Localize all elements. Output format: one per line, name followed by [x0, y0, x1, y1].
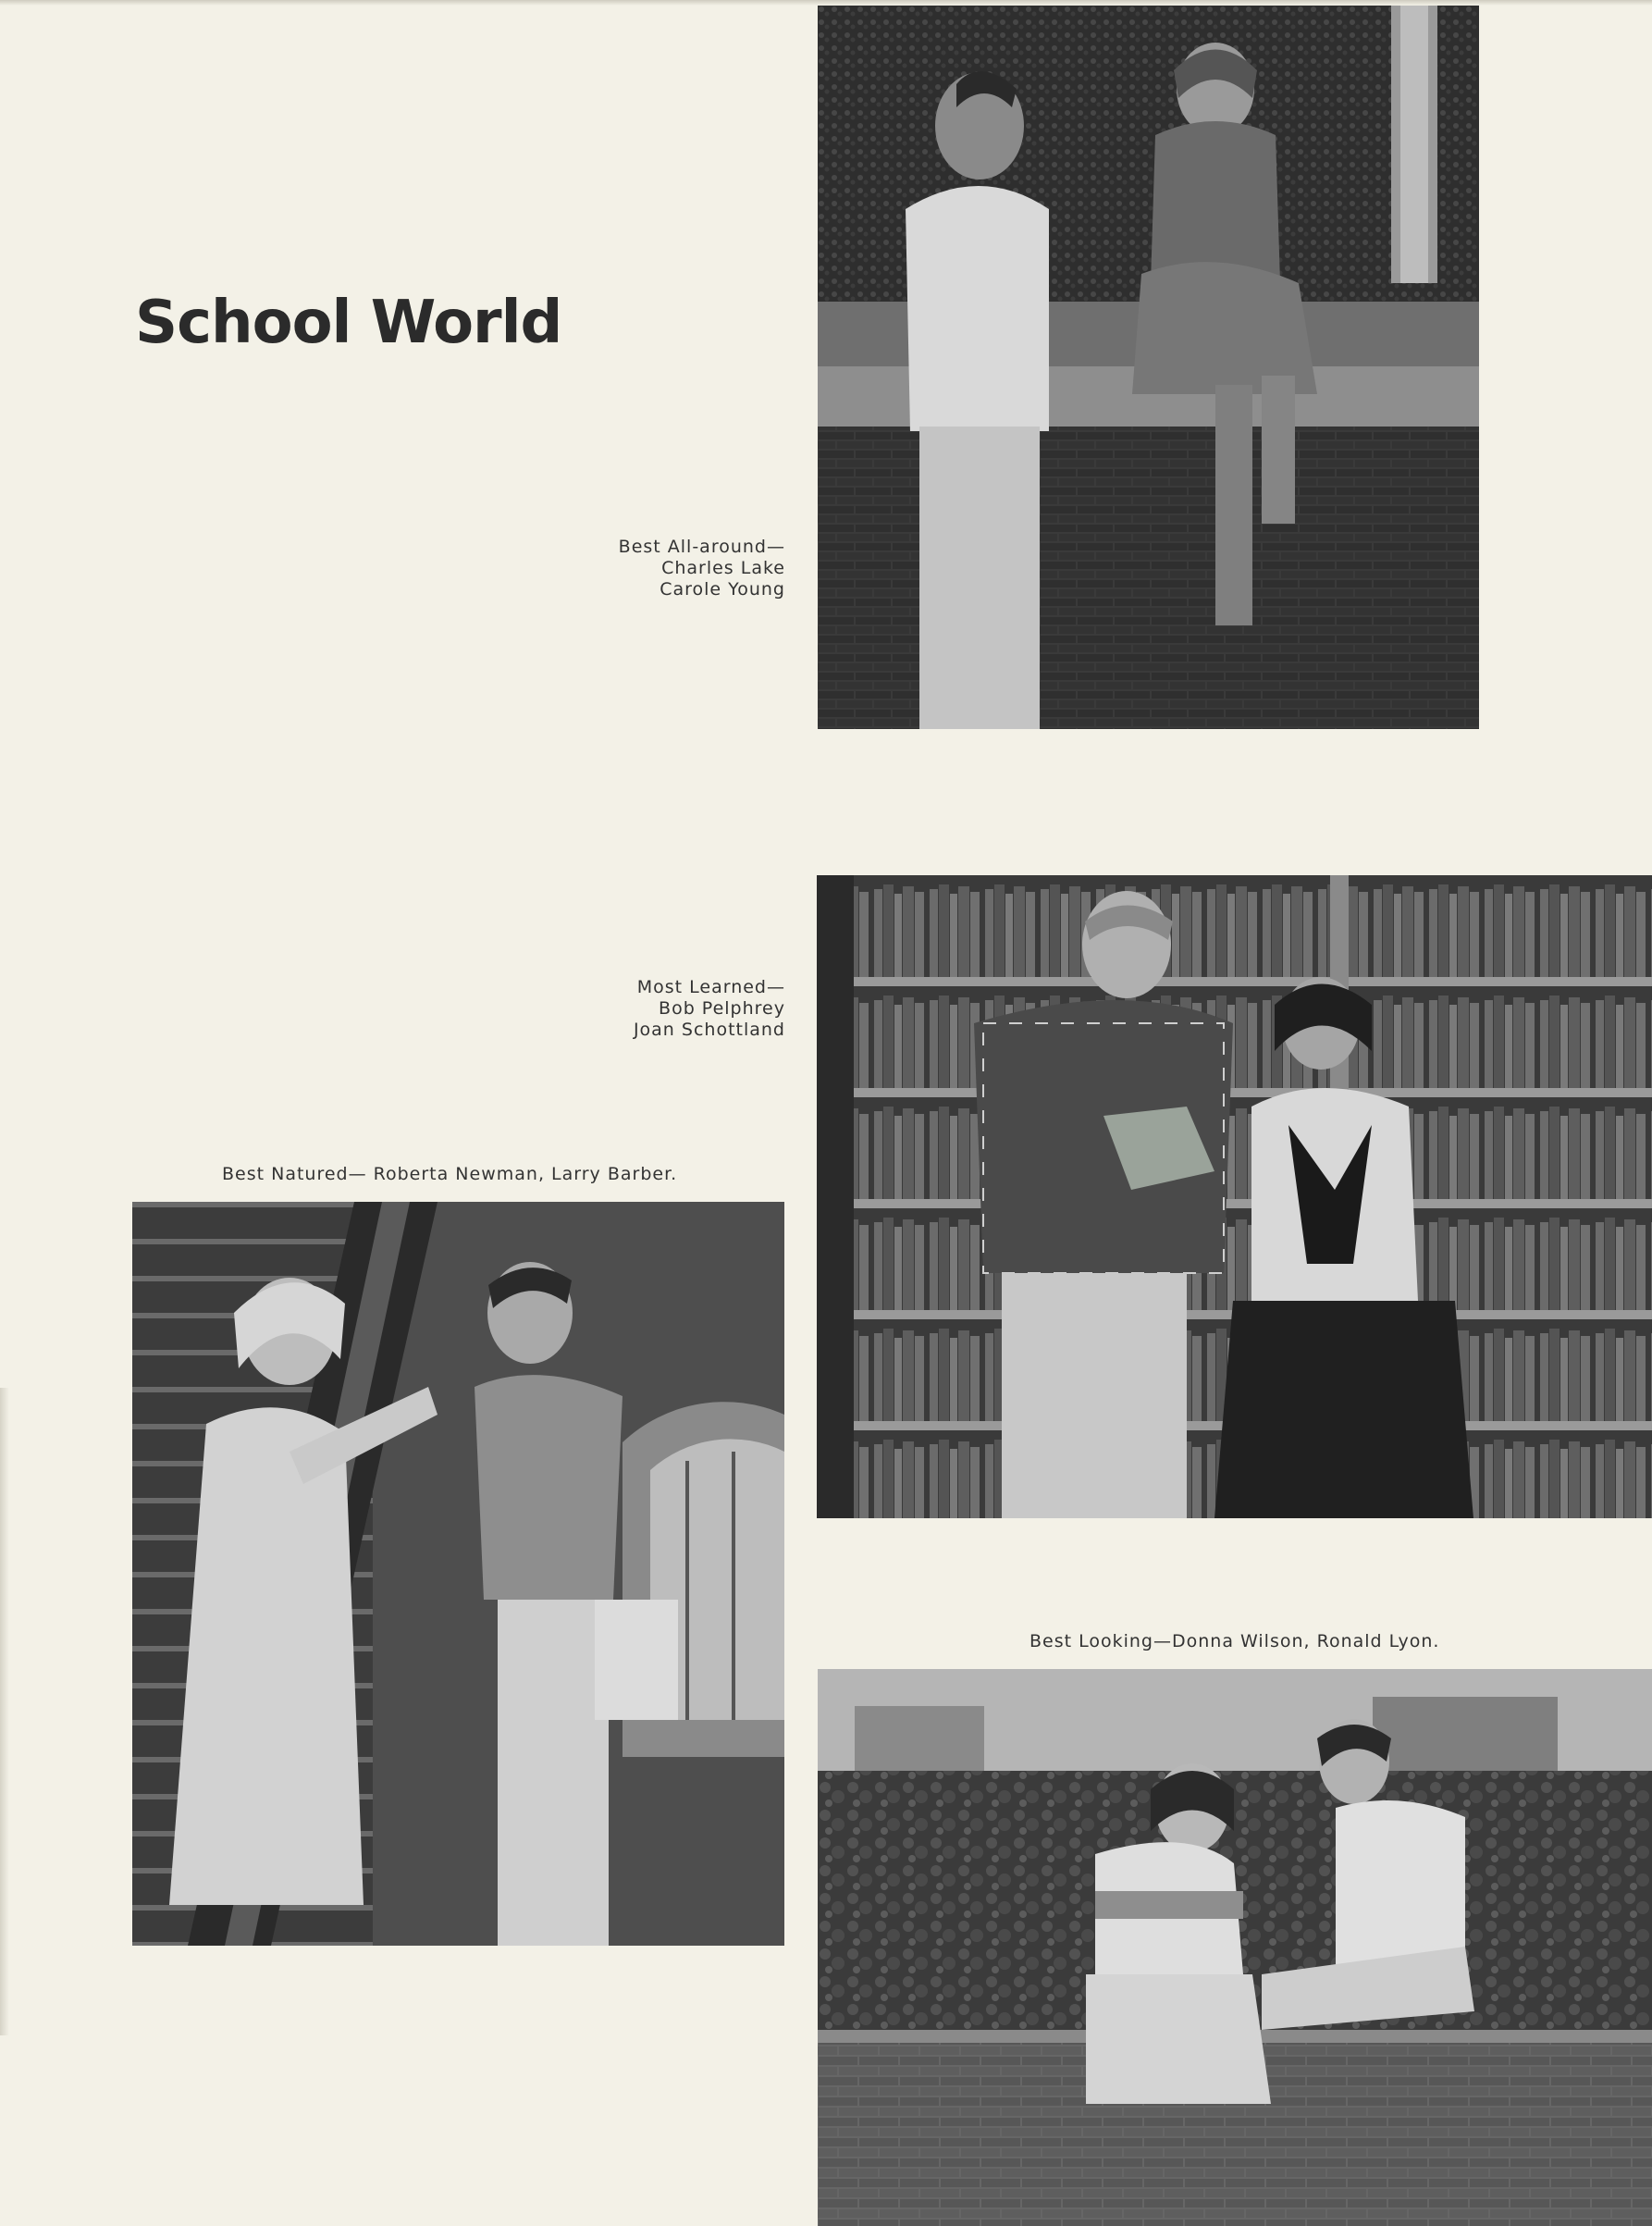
photo-best-all-around	[818, 6, 1479, 729]
caption-heading: Most Learned—	[636, 977, 785, 997]
caption-heading: Best All-around—	[618, 537, 785, 557]
caption-name: Bob Pelphrey	[659, 998, 785, 1019]
photo-most-learned	[817, 875, 1652, 1518]
caption-best-all-around	[619, 537, 785, 600]
page-title: School World	[135, 289, 562, 357]
caption-most-learned	[634, 977, 785, 1041]
caption-name: Carole Young	[660, 579, 785, 600]
caption-best-looking: Best Looking—Donna Wilson, Ronald Lyon.	[1029, 1631, 1440, 1651]
caption-name: Charles Lake	[661, 558, 785, 578]
photo-best-looking	[818, 1669, 1652, 2226]
photo-best-natured	[132, 1202, 784, 1946]
caption-best-natured: Best Natured— Roberta Newman, Larry Barber.	[222, 1164, 678, 1184]
page-edge-shadow	[0, 1388, 9, 2035]
caption-name: Joan Schottland	[633, 1020, 785, 1040]
